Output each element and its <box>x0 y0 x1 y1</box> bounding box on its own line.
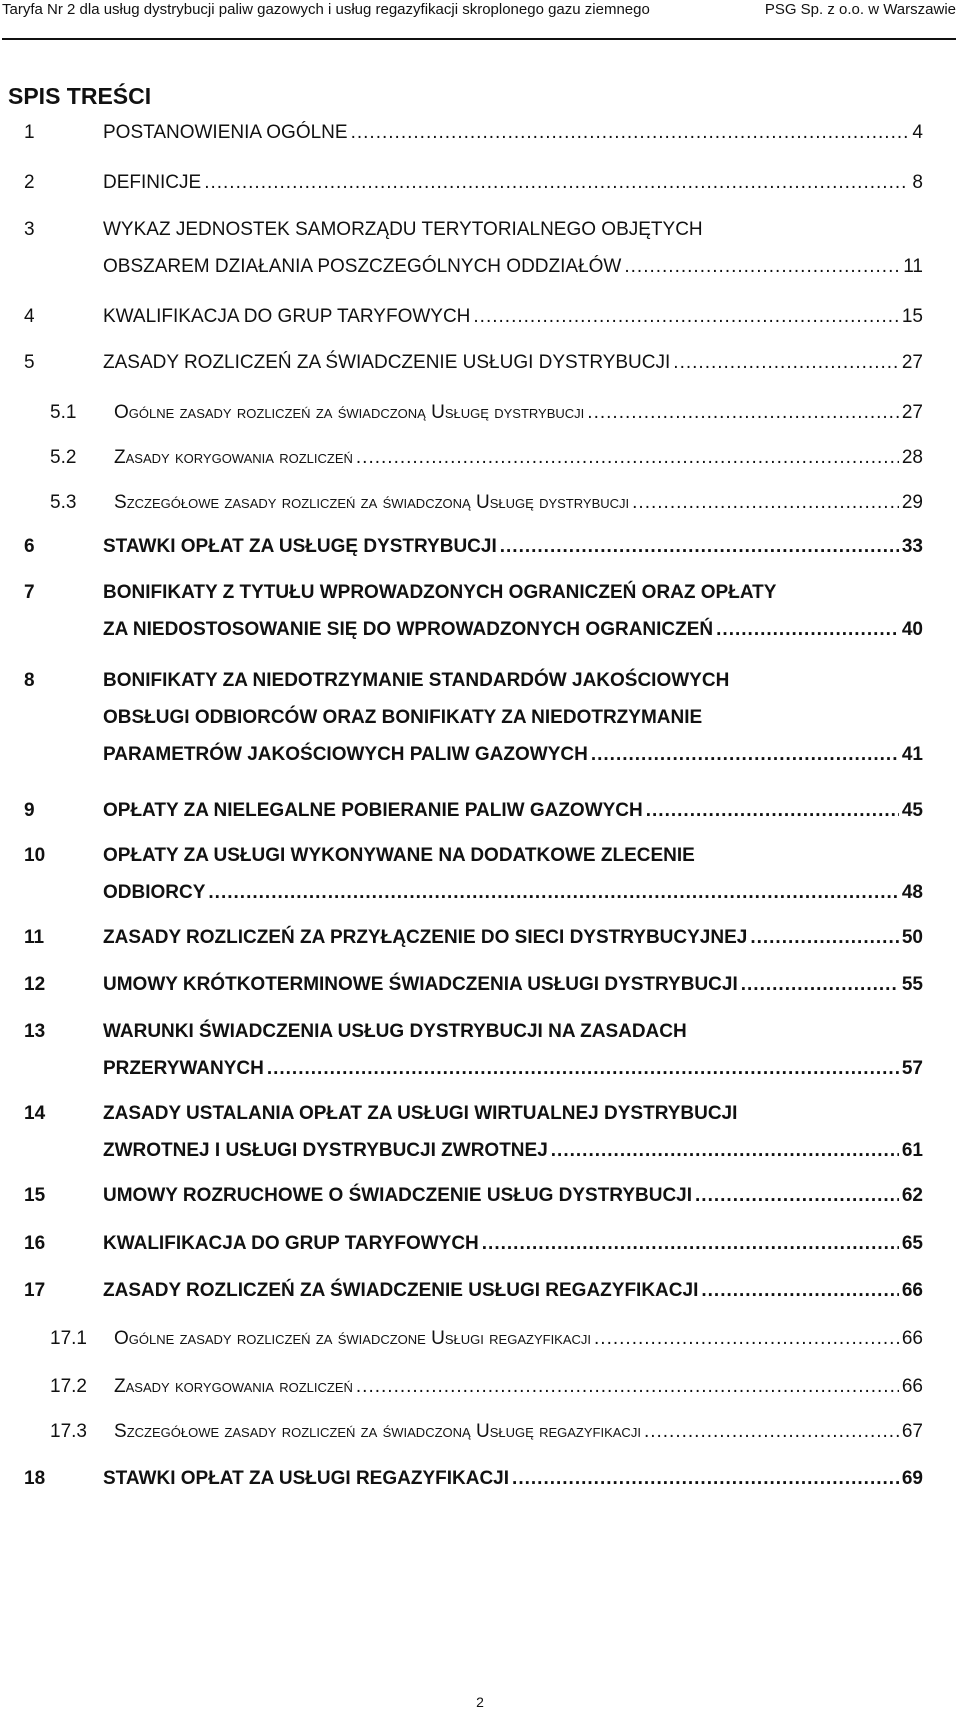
toc-entry-number: 6 <box>24 536 35 557</box>
running-header <box>2 0 956 40</box>
toc-entry-title: Ogólne zasady rozliczeń za świadczoną Usługę dystrybucji <box>114 402 585 423</box>
toc-entry-title-line <box>103 1274 923 1307</box>
toc-page-number: 27 <box>901 352 923 373</box>
toc-page-number: 29 <box>901 492 923 513</box>
toc-entry-title-line <box>114 396 923 429</box>
toc-entry-title-line <box>103 300 923 333</box>
toc-entry-title: DEFINICJE <box>103 172 202 193</box>
toc-entry-title: OBSZAREM DZIAŁANIA POSZCZEGÓLNYCH ODDZIAŁÓW <box>103 256 622 277</box>
toc-entry-title: PARAMETRÓW JAKOŚCIOWYCH PALIW GAZOWYCH <box>103 744 588 765</box>
toc-dot-leader <box>695 1179 899 1212</box>
toc-entry-title-line <box>114 1415 923 1448</box>
toc-entry-title: ZASADY USTALANIA OPŁAT ZA USŁUGI WIRTUALNEJ DYSTRYBUCJI <box>103 1103 738 1124</box>
toc-entry-title: ZWROTNEJ I USŁUGI DYSTRYBUCJI ZWROTNEJ <box>103 1140 548 1161</box>
toc-page-number: 55 <box>901 974 923 995</box>
toc-page-number: 4 <box>912 122 923 143</box>
toc-entry-title-line <box>103 921 923 954</box>
toc-title: SPIS TREŚCI <box>8 83 152 109</box>
toc-dot-leader <box>356 1370 899 1403</box>
toc-entry-number: 17.3 <box>50 1421 87 1442</box>
toc-dot-leader <box>351 116 910 149</box>
toc-entry-title-line <box>103 250 923 283</box>
toc-entry-number: 16 <box>24 1233 46 1254</box>
toc-entry-title-line <box>103 530 923 563</box>
toc-page-number: 27 <box>901 402 923 423</box>
toc-entry-title-line <box>103 876 923 909</box>
toc-page-number: 66 <box>901 1280 923 1301</box>
toc-entry-title-line <box>103 1052 923 1085</box>
toc-entry-title: OPŁATY ZA NIELEGALNE POBIERANIE PALIW GAZOWYCH <box>103 800 643 821</box>
toc-dot-leader <box>204 166 909 199</box>
toc-page-number: 48 <box>901 882 923 903</box>
toc-entry-title: ODBIORCY <box>103 882 206 903</box>
toc-page-number: 69 <box>901 1468 923 1489</box>
toc-entry-number: 17.2 <box>50 1376 87 1397</box>
toc-page-number: 50 <box>901 927 923 948</box>
toc-dot-leader <box>750 921 899 954</box>
toc-entry-number: 14 <box>24 1103 46 1124</box>
toc-entry-number: 8 <box>24 670 35 691</box>
toc-entry-title: POSTANOWIENIA OGÓLNE <box>103 122 348 143</box>
toc-entry-title-line <box>103 1179 923 1212</box>
toc-dot-leader <box>591 738 899 771</box>
toc-entry-number: 7 <box>24 582 35 603</box>
toc-page-number: 57 <box>901 1058 923 1079</box>
header-rule <box>2 38 956 40</box>
toc-entry-title-line <box>103 839 923 872</box>
toc-entry-title: PRZERYWANYCH <box>103 1058 264 1079</box>
toc-dot-leader <box>482 1227 899 1260</box>
toc-dot-leader <box>208 876 898 909</box>
toc-dot-leader <box>356 441 899 474</box>
toc-entry-title-line <box>114 486 923 519</box>
toc-entry-number: 11 <box>24 927 45 948</box>
toc-page-number: 28 <box>901 447 923 468</box>
toc-page-number: 41 <box>901 744 923 765</box>
toc-entry-number: 3 <box>24 219 35 240</box>
toc-entry-number: 15 <box>24 1185 46 1206</box>
toc-entry-title: OBSŁUGI ODBIORCÓW ORAZ BONIFIKATY ZA NIEDOTRZYMANIE <box>103 707 703 728</box>
toc-entry-title-line <box>103 613 923 646</box>
toc-entry-title-line <box>103 1015 923 1048</box>
toc-entry-title: KWALIFIKACJA DO GRUP TARYFOWYCH <box>103 1233 479 1254</box>
toc-dot-leader <box>646 794 899 827</box>
toc-entry-title-line <box>103 1097 923 1130</box>
toc-entry-title: BONIFIKATY ZA NIEDOTRZYMANIE STANDARDÓW JAKOŚCIOWYCH <box>103 670 730 691</box>
toc-entry-title: ZA NIEDOSTOSOWANIE SIĘ DO WPROWADZONYCH OGRANICZEŃ <box>103 619 714 640</box>
toc-entry-number: 17 <box>24 1280 46 1301</box>
toc-entry-title-line <box>103 116 923 149</box>
toc-page-number: 8 <box>912 172 923 193</box>
toc-dot-leader <box>644 1415 899 1448</box>
toc-entry-title-line <box>103 1462 923 1495</box>
toc-entry-title-line <box>103 576 923 609</box>
toc-dot-leader <box>632 486 899 519</box>
toc-entry-number: 4 <box>24 306 35 327</box>
toc-dot-leader <box>716 613 899 646</box>
toc-entry-title-line <box>103 1134 923 1167</box>
toc-page-number: 11 <box>903 256 923 277</box>
toc-page-number: 40 <box>901 619 923 640</box>
toc-entry-title: Szczegółowe zasady rozliczeń za świadczoną Usługę regazyfikacji <box>114 1421 641 1442</box>
toc-entry-number: 1 <box>24 122 35 143</box>
toc-entry-number: 5 <box>24 352 35 373</box>
toc-entry-title: WARUNKI ŚWIADCZENIA USŁUG DYSTRYBUCJI NA ZASADACH <box>103 1021 687 1042</box>
toc-entry-title: ZASADY ROZLICZEŃ ZA ŚWIADCZENIE USŁUGI REGAZYFIKACJI <box>103 1280 699 1301</box>
toc-dot-leader <box>673 346 899 379</box>
toc-dot-leader <box>587 396 899 429</box>
toc-entry-number: 9 <box>24 800 35 821</box>
toc-page-number: 15 <box>901 306 923 327</box>
toc-entry-title-line <box>103 1227 923 1260</box>
toc-entry-title-line <box>114 1370 923 1403</box>
toc-entry-title: WYKAZ JEDNOSTEK SAMORZĄDU TERYTORIALNEGO OBJĘTYCH <box>103 219 703 240</box>
toc-entry-title-line <box>103 701 923 734</box>
toc-page-number: 66 <box>901 1328 923 1349</box>
toc-entry-title: Zasady korygowania rozliczeń <box>114 447 353 468</box>
toc-entry-title: Szczegółowe zasady rozliczeń za świadczoną Usługę dystrybucji <box>114 492 630 513</box>
toc-dot-leader <box>512 1462 899 1495</box>
toc-entry-title-line <box>114 441 923 474</box>
toc-entry-title: ZASADY ROZLICZEŃ ZA ŚWIADCZENIE USŁUGI DYSTRYBUCJI <box>103 352 671 373</box>
toc-entry-number: 18 <box>24 1468 46 1489</box>
header-document-title: Taryfa Nr 2 dla usług dystrybucji paliw gazowych i usług regazyfikacji skroplonego gazu ziemnego <box>2 1 650 18</box>
toc-entry-title: OPŁATY ZA USŁUGI WYKONYWANE NA DODATKOWE ZLECENIE <box>103 845 695 866</box>
page-number: 2 <box>476 1694 484 1710</box>
toc-entry-number: 5.1 <box>50 402 77 423</box>
toc-entry-number: 5.2 <box>50 447 77 468</box>
toc-dot-leader <box>594 1322 899 1355</box>
toc-page-number: 65 <box>901 1233 923 1254</box>
toc-page-number: 66 <box>901 1376 923 1397</box>
toc-dot-leader <box>267 1052 899 1085</box>
toc-entry-title: STAWKI OPŁAT ZA USŁUGI REGAZYFIKACJI <box>103 1468 510 1489</box>
toc-entry-title-line <box>103 738 923 771</box>
toc-dot-leader <box>551 1134 899 1167</box>
toc-entry-title-line <box>103 166 923 199</box>
toc-entry-title: UMOWY ROZRUCHOWE O ŚWIADCZENIE USŁUG DYSTRYBUCJI <box>103 1185 693 1206</box>
toc-entry-title: Zasady korygowania rozliczeń <box>114 1376 353 1397</box>
toc-dot-leader <box>701 1274 899 1307</box>
toc-entry-title: KWALIFIKACJA DO GRUP TARYFOWYCH <box>103 306 471 327</box>
toc-dot-leader <box>473 300 898 333</box>
toc-entry-title: Ogólne zasady rozliczeń za świadczone Usługi regazyfikacji <box>114 1328 592 1349</box>
toc-entry-number: 12 <box>24 974 46 995</box>
toc-page-number: 61 <box>901 1140 923 1161</box>
toc-dot-leader <box>500 530 899 563</box>
toc-entry-number: 13 <box>24 1021 46 1042</box>
toc-page-number: 33 <box>901 536 923 557</box>
toc-entry-number: 2 <box>24 172 35 193</box>
toc-entry-title-line <box>103 664 923 697</box>
toc-page-number: 45 <box>901 800 923 821</box>
toc-entry-title: ZASADY ROZLICZEŃ ZA PRZYŁĄCZENIE DO SIECI DYSTRYBUCYJNEJ <box>103 927 748 948</box>
toc-entry-title: UMOWY KRÓTKOTERMINOWE ŚWIADCZENIA USŁUGI DYSTRYBUCJI <box>103 974 738 995</box>
toc-entry-title-line <box>103 346 923 379</box>
toc-entry-number: 10 <box>24 845 46 866</box>
toc-entry-title: STAWKI OPŁAT ZA USŁUGĘ DYSTRYBUCJI <box>103 536 497 557</box>
toc-page-number: 62 <box>901 1185 923 1206</box>
toc-dot-leader <box>624 250 900 283</box>
toc-entry-title-line <box>103 213 923 246</box>
toc-entry-title-line <box>103 968 923 1001</box>
toc-entry-number: 5.3 <box>50 492 77 513</box>
toc-entry-title-line <box>103 794 923 827</box>
toc-dot-leader <box>741 968 899 1001</box>
header-company-name: PSG Sp. z o.o. w Warszawie <box>764 1 956 18</box>
toc-page-number: 67 <box>901 1421 923 1442</box>
toc-entry-number: 17.1 <box>50 1328 87 1349</box>
toc-entry-title-line <box>114 1322 923 1355</box>
toc-entry-title: BONIFIKATY Z TYTUŁU WPROWADZONYCH OGRANICZEŃ ORAZ OPŁATY <box>103 582 777 603</box>
